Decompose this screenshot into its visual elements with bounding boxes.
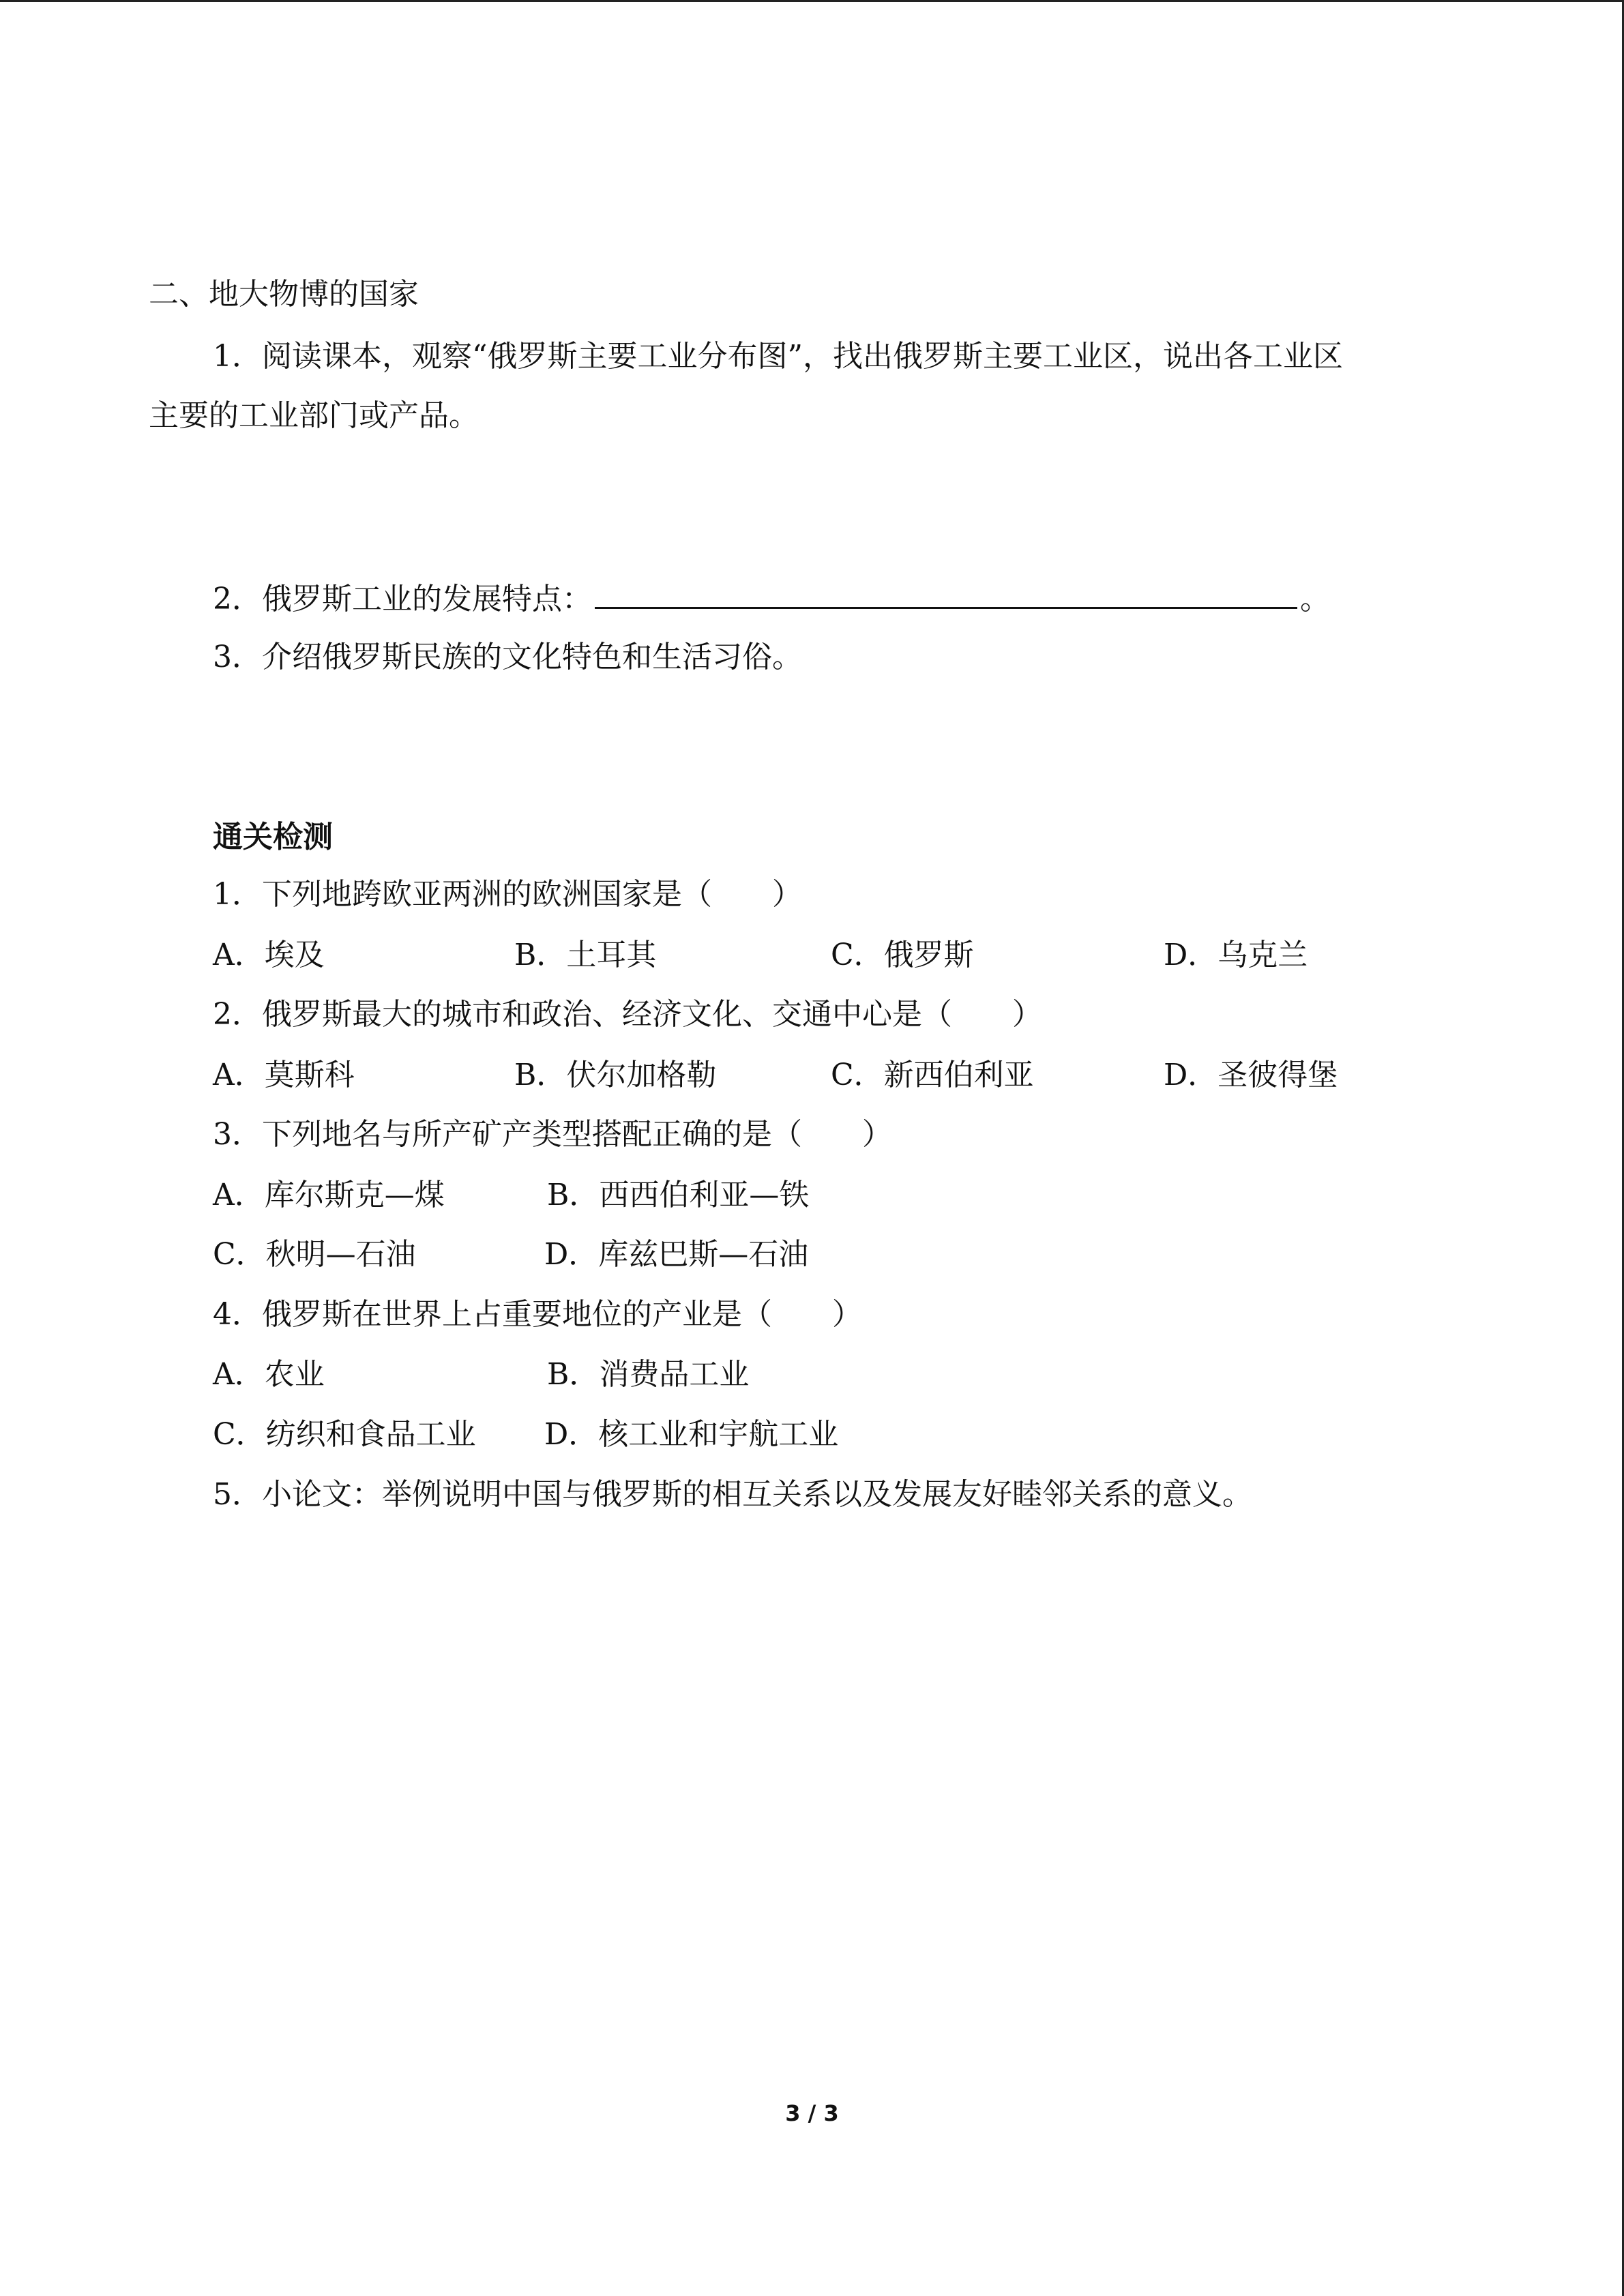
quiz-question-3: 3．下列地名与所产矿产类型搭配正确的是（ ） xyxy=(213,1117,892,1152)
question-2-suffix: 。 xyxy=(1300,582,1330,616)
question-1-line-1: 1．阅读课本，观察“俄罗斯主要工业分布图”，找出俄罗斯主要工业区，说出各工业区 xyxy=(213,339,1343,374)
option-d: D．核工业和宇航工业 xyxy=(544,1417,839,1452)
question-2-prefix: 2．俄罗斯工业的发展特点： xyxy=(213,582,592,616)
option-c: C．俄罗斯 xyxy=(831,938,974,972)
question-3: 3．介绍俄罗斯民族的文化特色和生活习俗。 xyxy=(213,640,802,674)
option-d: D．圣彼得堡 xyxy=(1164,1058,1338,1092)
option-a: A．农业 xyxy=(213,1357,325,1392)
option-b: B．西西伯利亚—铁 xyxy=(547,1178,810,1212)
option-b: B．消费品工业 xyxy=(547,1357,750,1392)
option-c: C．秋明—石油 xyxy=(213,1237,416,1272)
page-number: 3 / 3 xyxy=(785,2100,839,2126)
option-a: A．库尔斯克—煤 xyxy=(213,1178,445,1212)
option-b: B．伏尔加格勒 xyxy=(514,1058,717,1092)
section-heading: 二、地大物博的国家 xyxy=(149,277,419,312)
quiz-question-5: 5．小论文：举例说明中国与俄罗斯的相互关系以及发展友好睦邻关系的意义。 xyxy=(213,1477,1252,1512)
quiz-question-3-options-row-1 xyxy=(213,1175,1509,1216)
option-b: B．土耳其 xyxy=(514,938,657,972)
question-2 xyxy=(213,577,1330,620)
quiz-question-4-options-row-2 xyxy=(213,1414,1509,1455)
quiz-question-2-options xyxy=(213,1055,1509,1096)
answer-blank[interactable] xyxy=(595,577,1297,609)
option-a: A．埃及 xyxy=(213,938,325,972)
option-d: D．乌克兰 xyxy=(1164,938,1308,972)
quiz-question-2: 2．俄罗斯最大的城市和政治、经济文化、交通中心是（ ） xyxy=(213,997,1042,1032)
quiz-question-3-options-row-2 xyxy=(213,1234,1509,1275)
quiz-question-4: 4．俄罗斯在世界上占重要地位的产业是（ ） xyxy=(213,1297,862,1332)
option-c: C．新西伯利亚 xyxy=(831,1058,1034,1092)
option-c: C．纺织和食品工业 xyxy=(213,1417,476,1452)
question-1-line-2: 主要的工业部门或产品。 xyxy=(149,398,479,433)
quiz-title: 通关检测 xyxy=(213,820,333,854)
quiz-question-1-options xyxy=(213,935,1509,976)
option-a: A．莫斯科 xyxy=(213,1058,355,1092)
option-d: D．库兹巴斯—石油 xyxy=(544,1237,809,1272)
quiz-question-4-options-row-1 xyxy=(213,1354,1509,1395)
quiz-question-1: 1．下列地跨欧亚两洲的欧洲国家是（ ） xyxy=(213,877,802,912)
